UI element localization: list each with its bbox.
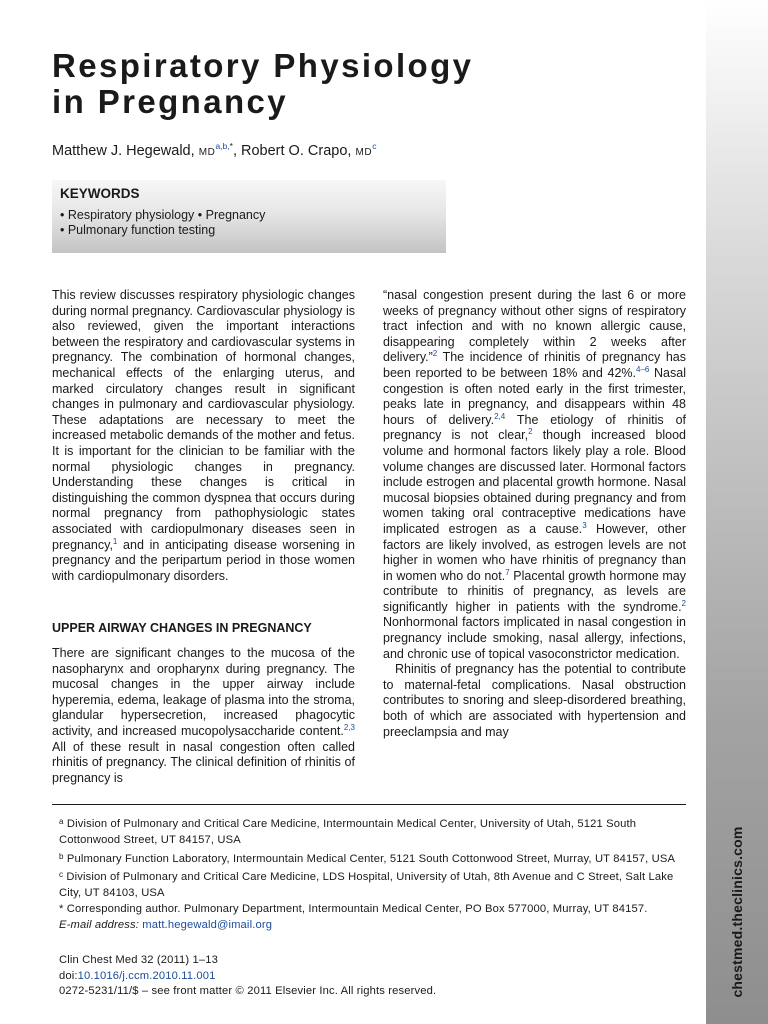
email-link[interactable]: matt.hegewald@imail.org	[142, 918, 273, 931]
keywords-line-1: • Respiratory physiology • Pregnancy	[60, 208, 266, 222]
reference-link[interactable]: 4–6	[636, 364, 650, 374]
reference-link[interactable]: 3	[582, 520, 587, 530]
author-1-affiliation[interactable]: a,b,	[215, 141, 230, 151]
author-list	[52, 141, 376, 159]
right-text-e: though increased blood volume and hormonal factors likely play a role. Blood volume changes are discussed later. Hormonal factors include estrogen and placental growth hormone. Nasal mucosal biopsies obtained during pregnancy and from women taking oral contraceptive medications have implicated estrogen as a cause.	[383, 428, 686, 536]
author-2-affiliation[interactable]: c	[372, 141, 377, 151]
footnote-c	[59, 867, 684, 902]
intro-paragraph	[52, 288, 355, 584]
footnote-a	[59, 814, 684, 849]
footnote-c-text: Division of Pulmonary and Critical Care Medicine, LDS Hospital, University of Utah, 8th Avenue and C Street, Salt Lake City, UT 84103, USA	[59, 871, 674, 900]
right-text-g: Placental growth hormone may contribute to rhinitis of pregnancy, as levels are significantly higher in patients with the syndrome.	[383, 568, 686, 614]
reference-link[interactable]: 2	[528, 427, 533, 437]
section-text-b: All of these result in nasal congestion often called rhinitis of pregnancy. The clinical definition of rhinitis of pregnancy is	[52, 739, 355, 785]
article-title	[52, 48, 473, 120]
footnote-a-mark: a	[59, 817, 64, 826]
right-text-a: “nasal congestion present during the last 6 or more weeks of pregnancy without other signs of respiratory tract infection and with no known allergic cause, disappearing completely within 2 weeks after delivery.”	[383, 288, 686, 365]
keywords-heading: KEYWORDS	[60, 186, 140, 201]
citation-block	[59, 953, 436, 1000]
right-column	[383, 288, 686, 740]
author-2-degree: MD	[355, 146, 373, 158]
footnote-b-mark: b	[59, 851, 64, 861]
section-heading-upper-airway: UPPER AIRWAY CHANGES IN PREGNANCY	[52, 621, 312, 635]
upper-airway-paragraph	[52, 646, 355, 786]
reference-link[interactable]: 2	[681, 598, 686, 608]
footnotes	[59, 814, 684, 934]
reference-link[interactable]: 1	[112, 536, 118, 546]
email-line	[59, 918, 684, 934]
right-text-c: Nasal congestion is often noted early in the first trimester, peaks late in pregnancy, and disappears within 48 hours of delivery.	[383, 365, 686, 427]
intro-text-a: This review discusses respiratory physiologic changes during normal pregnancy. Cardiovascular physiology is also reviewed, given the important interactions between the respiratory and cardiovascular systems in pregnancy. The combination of hormonal changes, mechanical effects of the enlarging uterus, and marked circulatory changes result in significant changes in pulmonary and cardiovascular physiology. These adaptations are necessary to meet the increased metabolic demands of the mother and fetus. It is important for the clinician to be familiar with the normal physiologic changes in pregnancy. Understanding these changes is critical in distinguishing the common dyspnea that occurs during normal pregnancy from pathophysiologic states associated with cardiopulmonary diseases seen in pregnancy,	[52, 288, 355, 552]
footnote-b	[59, 849, 684, 868]
author-2-name: , Robert O. Crapo,	[232, 142, 356, 159]
reference-link[interactable]: 2,3	[343, 722, 355, 732]
footnote-corresponding: * Corresponding author. Pulmonary Department, Intermountain Medical Center, PO Box 577000, Murray, UT 84157.	[59, 902, 648, 915]
right-text-f: However, other factors are likely involved, as estrogen levels are not higher in women who have rhinitis of pregnancy than in women who do not.	[383, 521, 686, 583]
email-label: E-mail address:	[59, 918, 143, 931]
reference-link[interactable]: 2	[432, 349, 438, 359]
footnote-b-text: Pulmonary Function Laboratory, Intermountain Medical Center, 5121 South Cottonwood Street, Murray, UT 84157, USA	[63, 852, 676, 865]
title-line-2: in Pregnancy	[52, 83, 289, 120]
footnote-c-mark: c	[59, 870, 64, 880]
right-text-h: Nonhormonal factors implicated in nasal congestion in pregnancy include smoking, nasal allergy, infections, and chronic use of topical vasoconstrictor medication.	[383, 615, 686, 661]
footnote-a-text: Division of Pulmonary and Critical Care Medicine, Intermountain Medical Center, University of Utah, 5121 South Cottonwood Street, UT 84157, USA	[59, 818, 637, 846]
doi-line	[59, 969, 436, 985]
reference-link[interactable]: 2,4	[494, 411, 506, 421]
title-line-1: Respiratory Physiology	[52, 47, 474, 84]
corresponding-author-mark: *	[229, 141, 233, 151]
keywords-box	[52, 180, 446, 253]
journal-citation: Clin Chest Med 32 (2011) 1–13	[59, 954, 218, 966]
author-1-name: Matthew J. Hegewald,	[52, 142, 199, 159]
right-text-b: The incidence of rhinitis of pregnancy has been reported to be between 18% and 42%.	[383, 350, 686, 380]
reference-link[interactable]: 7	[505, 567, 510, 577]
doi-label: doi:	[59, 969, 78, 982]
right-paragraph-2: Rhinitis of pregnancy has the potential to contribute to maternal-fetal complications. Nasal obstruction contributes to snoring and sleep-disordered breathing, both of which are associated with hypertension and preeclampsia and may	[383, 662, 686, 739]
intro-text-b: and in anticipating disease worsening in pregnancy and the peripartum period in those women with cardiopulmonary disorders.	[52, 537, 355, 583]
right-text-d: The etiology of rhinitis of pregnancy is not clear,	[383, 412, 686, 443]
footnote-divider	[52, 804, 686, 805]
author-1-degree: MD	[198, 146, 216, 158]
keywords-line-2: • Pulmonary function testing	[60, 223, 216, 237]
section-text-a: There are significant changes to the mucosa of the nasopharynx and oropharynx during pregnancy. The mucosal changes in the upper airway include hyperemia, edema, leakage of plasma into the stroma, glandular hypersecretion, increased phagocytic activity, and increased mucopolysaccharide content.	[52, 646, 355, 738]
copyright-line: 0272-5231/11/$ – see front matter © 2011 Elsevier Inc. All rights reserved.	[59, 985, 437, 998]
journal-url[interactable]: chestmed.theclinics.com	[729, 826, 745, 998]
doi-link[interactable]: 10.1016/j.ccm.2010.11.001	[77, 969, 216, 982]
